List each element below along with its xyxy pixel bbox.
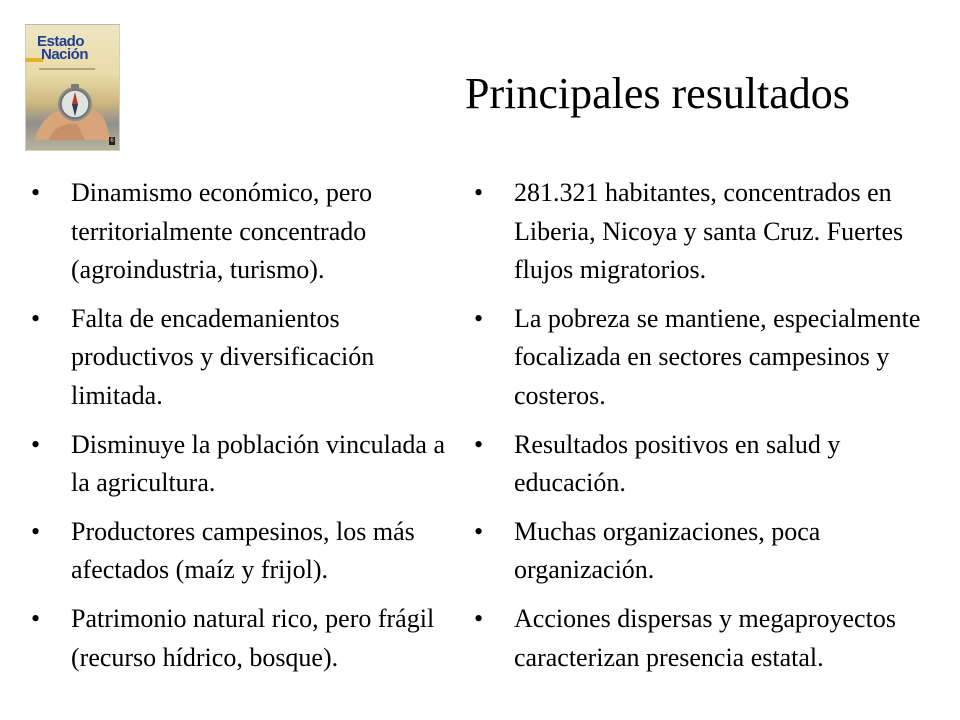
bullet-text: Resultados positivos en salud y educación. (514, 429, 841, 498)
bullet-icon: • (474, 178, 484, 207)
bullet-icon: • (474, 603, 484, 633)
logo-subline (39, 68, 95, 70)
logo-wordmark-line-2: Nación (41, 46, 89, 63)
logo-top-rule (25, 24, 120, 25)
list-item (471, 300, 941, 416)
bullet-icon: • (31, 429, 41, 459)
bullet-text: Muchas organizaciones, poca organización. (514, 516, 821, 585)
hand-compass-icon (25, 80, 120, 140)
list-item (28, 600, 458, 677)
bullet-icon: • (31, 303, 41, 333)
logo-corner-mark: 6 (110, 138, 114, 144)
bullet-text: Acciones dispersas y megaproyectos caracterizan presencia estatal. (514, 603, 896, 672)
list-item (28, 300, 458, 416)
list-item (471, 513, 941, 590)
bullet-icon: • (474, 429, 484, 459)
right-bullet-list (471, 174, 941, 687)
bullet-text: La pobreza se mantiene, especialmente focalizada en sectores campesinos y costeros. (514, 303, 921, 410)
list-item (28, 513, 458, 590)
list-item (471, 600, 941, 677)
logo-wordmark-line-1: Estado (37, 33, 85, 50)
bullet-icon: • (31, 178, 41, 207)
logo-wordmark (37, 34, 88, 62)
left-bullet-list (28, 174, 458, 687)
bullet-text: Disminuye la población vinculada a la agricultura. (71, 429, 446, 498)
estado-nacion-logo (25, 24, 120, 151)
bullet-icon: • (31, 516, 41, 546)
bullet-icon: • (474, 303, 484, 333)
bullet-text: Patrimonio natural rico, pero frágil (recurso hídrico, bosque). (71, 603, 435, 672)
bullet-text: Dinamismo económico, pero territorialmente concentrado (agroindustria, turismo). (71, 178, 373, 285)
slide-title: Principales resultados (465, 69, 850, 118)
bullet-text: Falta de encademanientos productivos y diversificación limitada. (71, 303, 375, 410)
list-item (28, 174, 458, 290)
list-item (471, 426, 941, 503)
bullet-text: 281.321 habitantes, concentrados en Liberia, Nicoya y santa Cruz. Fuertes flujos migratorios. (514, 178, 904, 285)
list-item (28, 426, 458, 503)
bullet-icon: • (31, 603, 41, 633)
list-item (471, 174, 941, 290)
bullet-text: Productores campesinos, los más afectados (maíz y frijol). (71, 516, 415, 585)
bullet-icon: • (474, 516, 484, 546)
